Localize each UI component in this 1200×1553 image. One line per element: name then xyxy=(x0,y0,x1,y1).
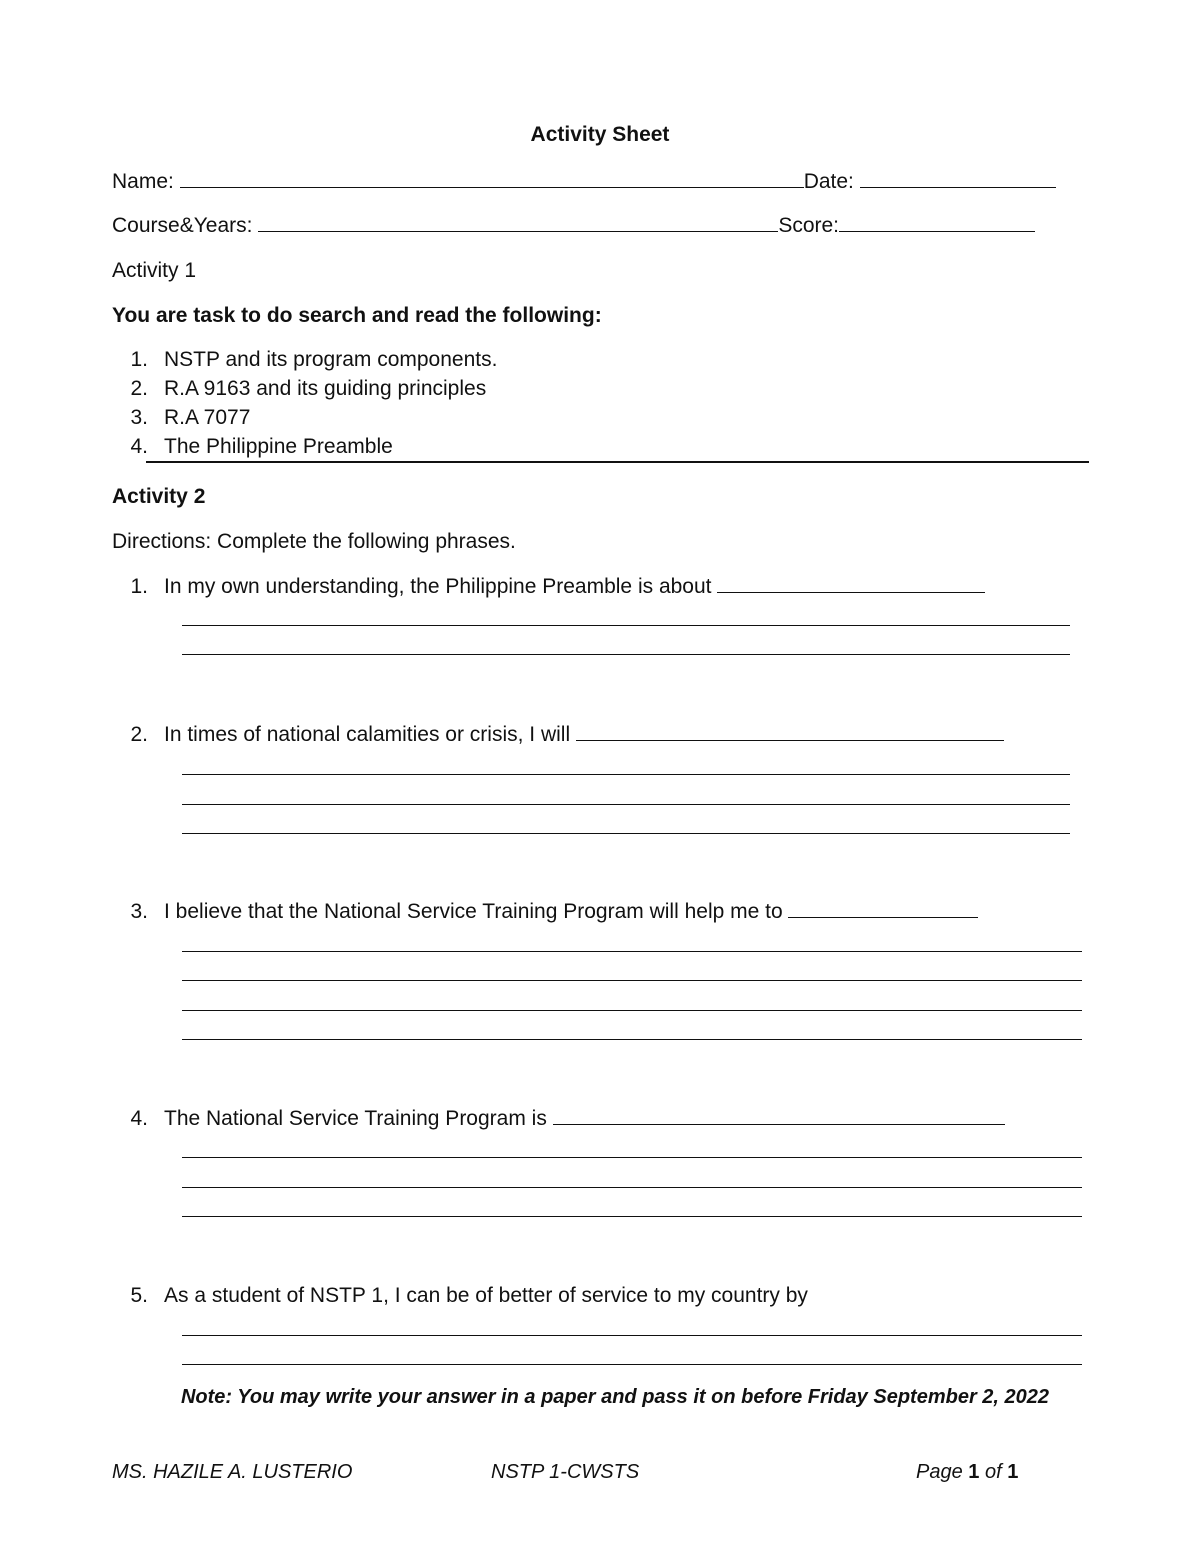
answer-blank[interactable] xyxy=(788,899,978,918)
list-item-number: 3. xyxy=(130,406,148,429)
phrase-text: In times of national calamities or crisis, I will xyxy=(164,723,571,746)
name-blank[interactable] xyxy=(180,169,804,188)
footer-course: NSTP 1-CWSTS xyxy=(491,1461,640,1483)
phrase-item-3 xyxy=(112,899,978,925)
answer-line[interactable] xyxy=(182,1216,1082,1217)
list-item-text: R.A 9163 and its guiding principles xyxy=(164,377,487,400)
phrase-item-1 xyxy=(112,574,985,600)
answer-line[interactable] xyxy=(182,1157,1082,1158)
page-title: Activity Sheet xyxy=(530,123,670,146)
phrase-number: 2. xyxy=(130,723,148,746)
answer-line[interactable] xyxy=(182,833,1070,834)
answer-line[interactable] xyxy=(182,1187,1082,1188)
answer-line[interactable] xyxy=(182,1335,1082,1336)
page-current: 1 xyxy=(968,1461,980,1483)
answer-line[interactable] xyxy=(182,1364,1082,1365)
activity1-heading: Activity 1 xyxy=(112,259,197,282)
list-item-number: 2. xyxy=(130,377,148,400)
answer-line[interactable] xyxy=(182,625,1070,626)
answer-blank[interactable] xyxy=(553,1106,1005,1125)
section-divider xyxy=(146,461,1089,463)
phrase-number: 5. xyxy=(130,1284,148,1307)
phrase-text: In my own understanding, the Philippine Preamble is about xyxy=(164,575,712,598)
score-blank[interactable] xyxy=(839,213,1035,232)
phrase-item-4 xyxy=(112,1106,1005,1132)
course-blank[interactable] xyxy=(258,213,778,232)
list-item xyxy=(112,347,497,373)
page-total: 1 xyxy=(1007,1461,1019,1483)
phrase-text: As a student of NSTP 1, I can be of better of service to my country by xyxy=(164,1284,808,1307)
phrase-text: I believe that the National Service Training Program will help me to xyxy=(164,900,783,923)
activity1-instruction: You are task to do search and read the following: xyxy=(112,304,602,327)
page-of: of xyxy=(984,1461,1002,1483)
activity2-heading: Activity 2 xyxy=(112,485,206,508)
date-blank[interactable] xyxy=(860,169,1056,188)
list-item-number: 1. xyxy=(130,348,148,371)
list-item xyxy=(112,376,486,402)
date-label: Date: xyxy=(803,170,854,193)
footer-author: MS. HAZILE A. LUSTERIO xyxy=(112,1461,353,1483)
activity2-directions: Directions: Complete the following phrases. xyxy=(112,530,516,553)
answer-line[interactable] xyxy=(182,1010,1082,1011)
name-date-row xyxy=(112,169,1056,195)
deadline-note: Note: You may write your answer in a paper and pass it on before Friday September 2, 2022 xyxy=(180,1386,1050,1408)
list-item-number: 4. xyxy=(130,435,148,458)
page-prefix: Page xyxy=(916,1461,963,1483)
answer-line[interactable] xyxy=(182,774,1070,775)
course-label: Course&Years: xyxy=(112,214,253,237)
score-label: Score: xyxy=(778,214,840,237)
phrase-number: 1. xyxy=(130,575,148,598)
phrase-item-5 xyxy=(112,1283,808,1309)
answer-line[interactable] xyxy=(182,804,1070,805)
phrase-item-2 xyxy=(112,722,1004,748)
answer-line[interactable] xyxy=(182,654,1070,655)
list-item-text: R.A 7077 xyxy=(164,406,251,429)
phrase-text: The National Service Training Program is xyxy=(164,1107,547,1130)
list-item xyxy=(112,405,250,431)
list-item xyxy=(112,434,393,460)
phrase-number: 3. xyxy=(130,900,148,923)
phrase-number: 4. xyxy=(130,1107,148,1130)
answer-line[interactable] xyxy=(182,951,1082,952)
footer-page-number xyxy=(916,1461,1018,1484)
answer-blank[interactable] xyxy=(717,574,985,593)
answer-blank[interactable] xyxy=(576,722,1004,741)
answer-line[interactable] xyxy=(182,1039,1082,1040)
list-item-text: The Philippine Preamble xyxy=(164,435,393,458)
answer-line[interactable] xyxy=(182,980,1082,981)
name-label: Name: xyxy=(112,170,174,193)
list-item-text: NSTP and its program components. xyxy=(164,348,498,371)
course-score-row xyxy=(112,213,1035,239)
